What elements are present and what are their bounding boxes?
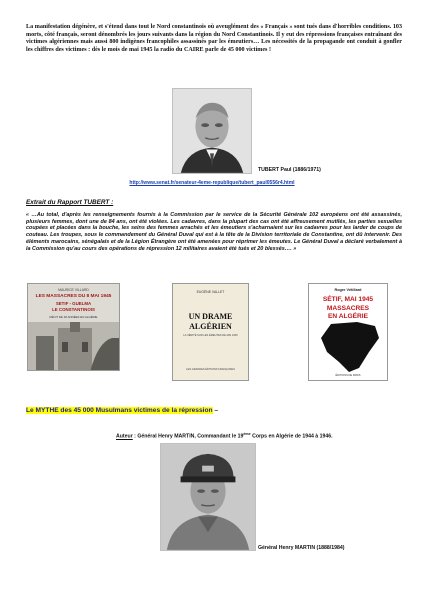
portrait-tubert-image [173, 89, 251, 173]
extract-title: Extrait du Rapport TUBERT : [26, 199, 114, 206]
book1-monument-image [28, 322, 120, 371]
book1-subtitle: RÉCIT DE 30 ANNÉES EN ALGÉRIE [49, 315, 98, 319]
book2-title-2: ALGÉRIEN [189, 322, 232, 331]
myth-heading-highlight: Le MYTHE des 45 000 Musulmans victimes de la répression [26, 407, 213, 414]
book3-publisher: ÉDITIONS DE PARIS [335, 374, 361, 377]
author-label: Auteur [116, 433, 133, 440]
author-line [116, 432, 333, 440]
book-cover-vetillard [308, 283, 388, 381]
portrait-tubert [172, 88, 252, 174]
book2-subtitle: LA VÉRITÉ SUR LES ÉMEUTES DE MAI 1945 [183, 334, 238, 337]
author-text-end: Corps en Algérie de 1944 à 1946. [250, 433, 333, 440]
senat-link[interactable]: http://www.senat.fr/senateur-4eme-republique/tubert_paul0556r4.html [129, 180, 295, 186]
portrait-martin-caption: Général Henry MARTIN (1888/1984) [258, 545, 345, 551]
book1-title-3: LE CONSTANTINOIS [52, 307, 95, 312]
book2-author: EUGÈNE VALLET [196, 290, 225, 294]
book3-algeria-map-image [309, 322, 388, 374]
portrait-martin [160, 443, 256, 551]
myth-heading [26, 407, 218, 414]
myth-heading-dash: – [212, 407, 219, 414]
book3-title-1: SÉTIF, MAI 1945 [322, 296, 374, 303]
book3-author: Roger Vétillard [334, 288, 362, 292]
book-cover-vallet [172, 283, 249, 381]
intro-paragraph: La manifestation dégénère, et s'étend dans tout le Nord constantinois où aveuglément des « Français » sont tués dans d'horribles conditions. 103 morts, côté français, seront dénombrés les jours suivants dans la région du Nord Constantinois. Il y eut des répressions françaises entraînant des victimes algériennes mais aussi 800 indigènes francophiles assassinés par les émeutiers… Les nécessités de la propagande ont conduit à gonfler les chiffres des victimes : dès le mois de mai 1945 la radio du CAIRE parle de 45 000 victimes ! [26, 24, 402, 53]
book3-title-3: EN ALGÉRIE [327, 313, 369, 320]
tubert-report-quote: « …Au total, d'après les renseignements fournis à la Commission par le service de la Sécurité Générale 102 européens ont été assassinés, plusieurs femmes, dont une de 84 ans, ont été violées. Les cadavres, dans la plupart des cas ont été affreusement mutilés, les parties sexuelles coupées et placées dans la bouche, les seins des femmes arrachés et les émeutiers s'acharnaient sur les cadavres pour les larder de coups de couteau. Les troupes, sous le commandement du Général Duval qui est à la tête de la Division territoriale de Constantine, ont dû intervenir. Des éléments marocains, sénégalais et de la Légion Étrangère ont été amenées pour réprimer les émeutes. Le Général Duval a déclaré verbalement à la Commission qu'au cours des opérations de répression 12 militaires avaient été tués et 20 blessés…. » [26, 212, 402, 252]
book3-title-2: MASSACRES [326, 305, 370, 312]
book1-author: MAURICE VILLARD [58, 288, 89, 292]
portrait-martin-image [161, 444, 255, 550]
book1-title-2: SETIF - GUELMA [55, 301, 92, 306]
portrait-tubert-caption: TUBERT Paul (1886/1971) [258, 167, 321, 173]
book-cover-villard [27, 283, 120, 371]
author-sup: ème [243, 432, 251, 436]
author-text: : Général Henry MARTIN, Commandant le 19 [132, 433, 244, 440]
book2-title-1: UN DRAME [188, 312, 233, 321]
book2-publisher: LES GRANDES ÉDITIONS FRANÇAISES [186, 368, 235, 371]
book1-title-1: LES MASSACRES DU 8 MAI 1945 [35, 294, 112, 299]
